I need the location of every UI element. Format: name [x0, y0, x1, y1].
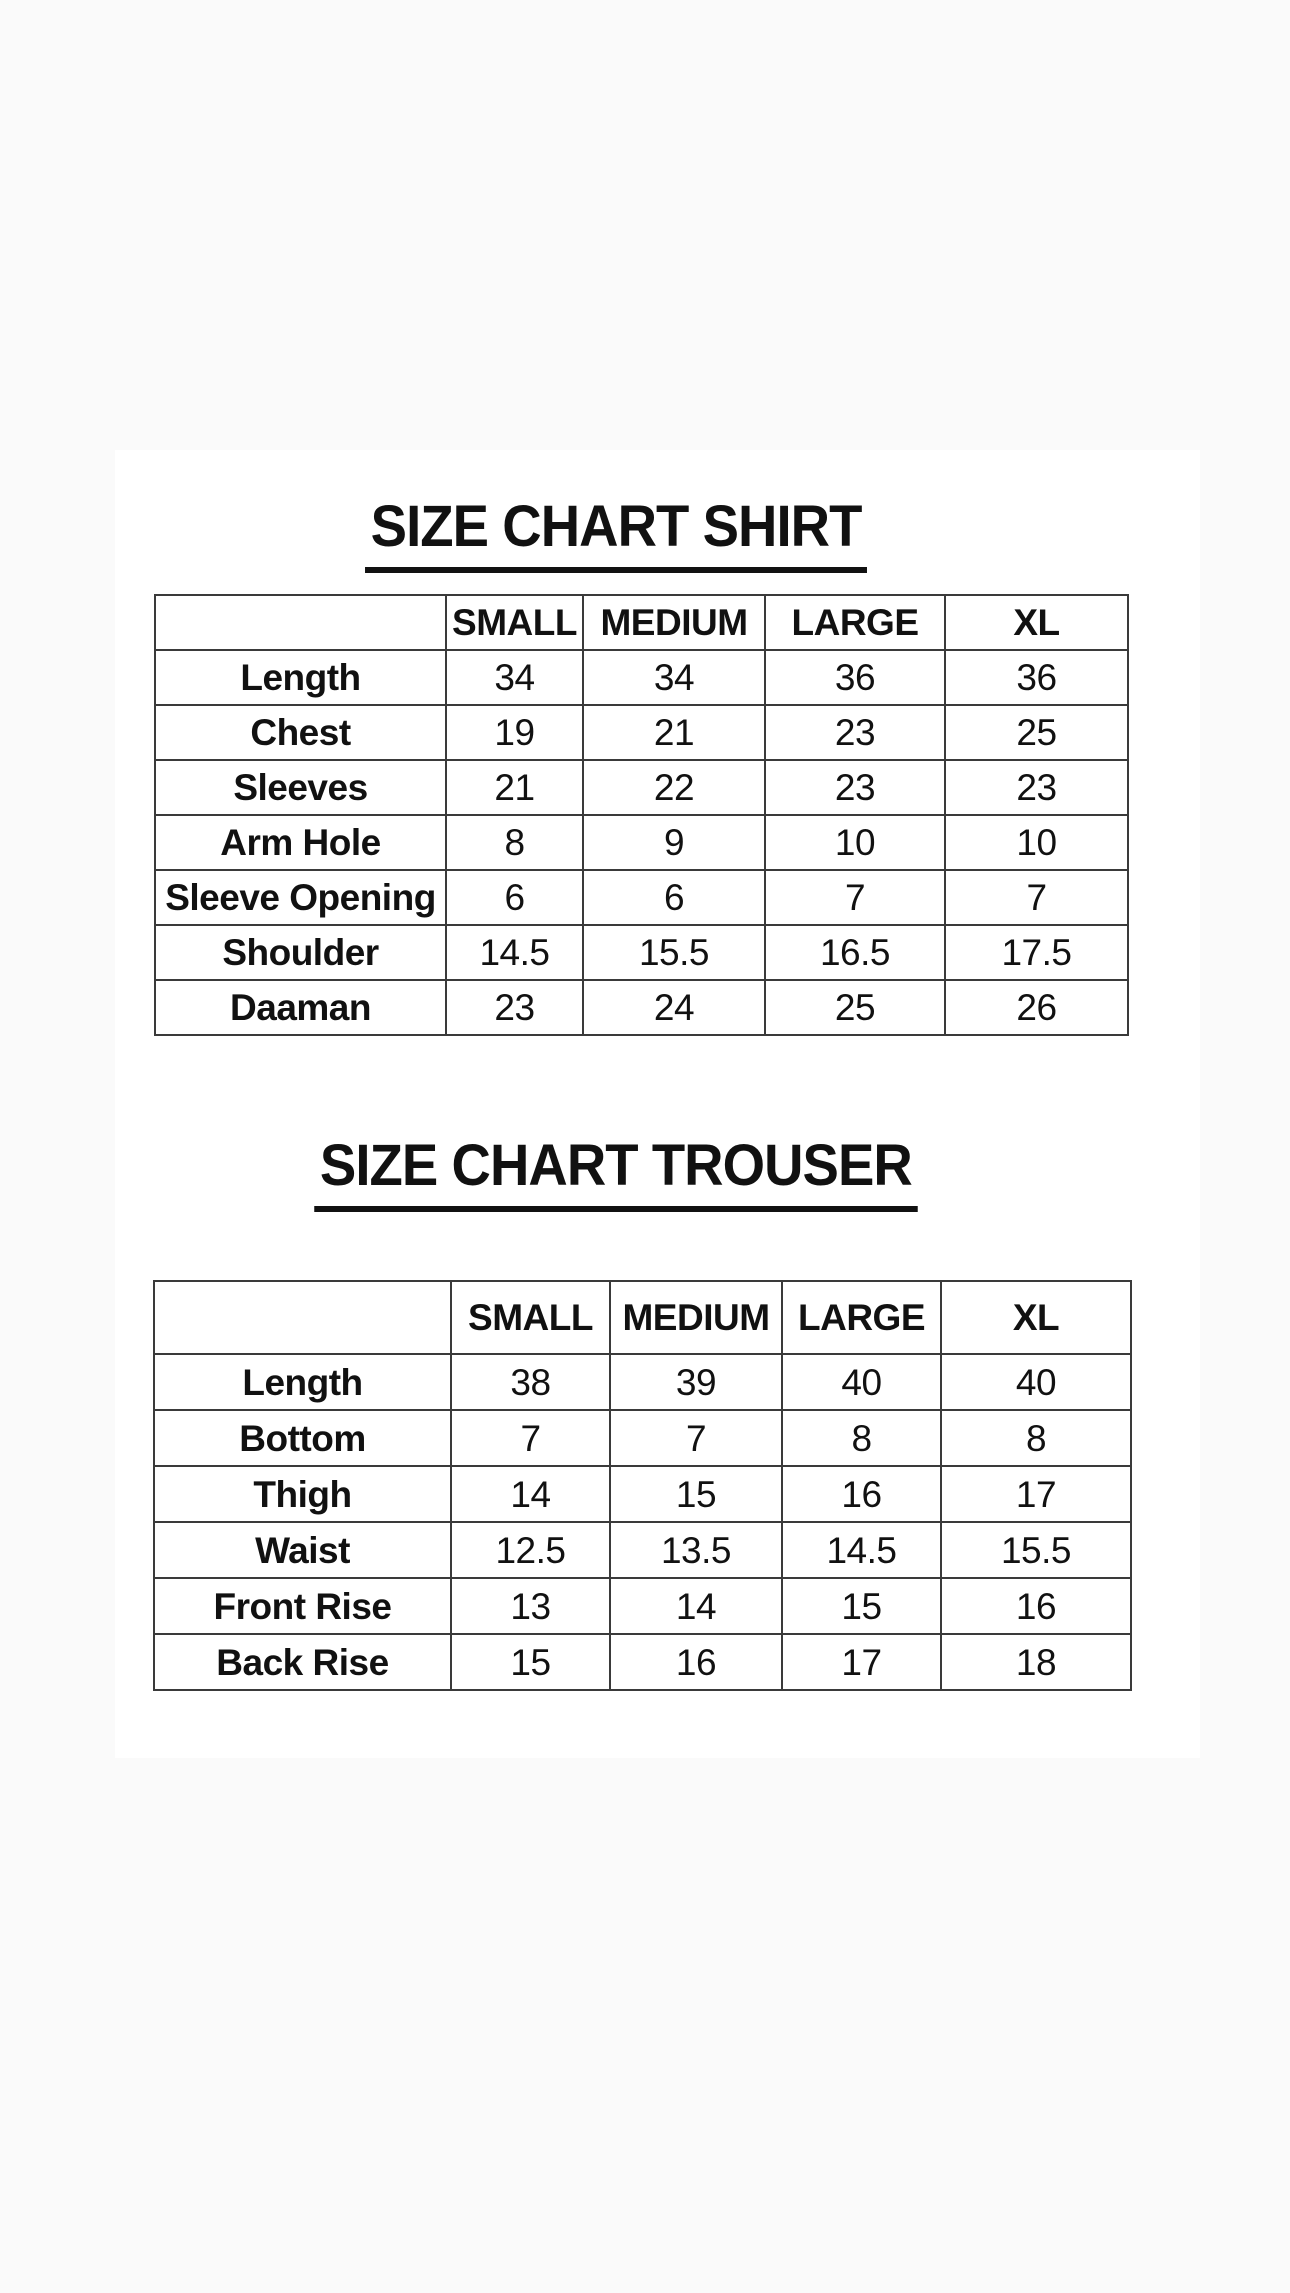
- row-label: Back Rise: [154, 1634, 451, 1690]
- row-label: Bottom: [154, 1410, 451, 1466]
- size-value: 8: [446, 815, 583, 870]
- size-value: 17: [941, 1466, 1131, 1522]
- measurement-row-thigh: [154, 1466, 1131, 1522]
- size-value: 14: [451, 1466, 610, 1522]
- size-value: 7: [610, 1410, 782, 1466]
- size-value: 19: [446, 705, 583, 760]
- size-value: 7: [765, 870, 945, 925]
- shirt-header-row: [155, 595, 1128, 650]
- size-column-header-medium: MEDIUM: [610, 1281, 782, 1354]
- size-column-header-small: SMALL: [451, 1281, 610, 1354]
- size-value: 6: [583, 870, 765, 925]
- row-label: Sleeves: [155, 760, 446, 815]
- size-value: 15: [451, 1634, 610, 1690]
- size-value: 17.5: [945, 925, 1128, 980]
- shirt-size-table: [154, 594, 1129, 1036]
- size-column-header-medium: MEDIUM: [583, 595, 765, 650]
- shirt-chart-title: SIZE CHART SHIRT: [365, 494, 867, 573]
- trouser-header-row: [154, 1281, 1131, 1354]
- size-value: 21: [583, 705, 765, 760]
- size-value: 34: [583, 650, 765, 705]
- row-label: Waist: [154, 1522, 451, 1578]
- trouser-chart-title: SIZE CHART TROUSER: [314, 1133, 917, 1212]
- size-value: 17: [782, 1634, 941, 1690]
- corner-cell: [154, 1281, 451, 1354]
- measurement-row-sleeve-opening: [155, 870, 1128, 925]
- size-value: 22: [583, 760, 765, 815]
- size-value: 10: [945, 815, 1128, 870]
- size-value: 8: [782, 1410, 941, 1466]
- size-value: 26: [945, 980, 1128, 1035]
- row-label: Daaman: [155, 980, 446, 1035]
- size-value: 7: [945, 870, 1128, 925]
- row-label: Length: [155, 650, 446, 705]
- size-value: 13: [451, 1578, 610, 1634]
- size-value: 8: [941, 1410, 1131, 1466]
- size-value: 14.5: [782, 1522, 941, 1578]
- trouser-chart-title-wrap: [115, 1133, 1117, 1212]
- size-value: 23: [765, 705, 945, 760]
- corner-cell: [155, 595, 446, 650]
- measurement-row-length: [154, 1354, 1131, 1410]
- row-label: Front Rise: [154, 1578, 451, 1634]
- size-chart-image: [115, 450, 1200, 1758]
- shirt-chart-title-wrap: [115, 494, 1117, 573]
- size-value: 23: [446, 980, 583, 1035]
- trouser-size-table: [153, 1280, 1132, 1691]
- size-value: 9: [583, 815, 765, 870]
- row-label: Shoulder: [155, 925, 446, 980]
- size-value: 16: [610, 1634, 782, 1690]
- size-value: 15: [782, 1578, 941, 1634]
- size-value: 40: [941, 1354, 1131, 1410]
- size-value: 38: [451, 1354, 610, 1410]
- size-value: 40: [782, 1354, 941, 1410]
- measurement-row-length: [155, 650, 1128, 705]
- size-value: 16: [941, 1578, 1131, 1634]
- measurement-row-back-rise: [154, 1634, 1131, 1690]
- size-value: 24: [583, 980, 765, 1035]
- measurement-row-waist: [154, 1522, 1131, 1578]
- size-value: 16.5: [765, 925, 945, 980]
- measurement-row-front-rise: [154, 1578, 1131, 1634]
- size-value: 23: [765, 760, 945, 815]
- size-value: 21: [446, 760, 583, 815]
- measurement-row-bottom: [154, 1410, 1131, 1466]
- row-label: Thigh: [154, 1466, 451, 1522]
- size-value: 39: [610, 1354, 782, 1410]
- size-value: 25: [945, 705, 1128, 760]
- measurement-row-chest: [155, 705, 1128, 760]
- size-value: 12.5: [451, 1522, 610, 1578]
- size-column-header-xl: XL: [945, 595, 1128, 650]
- size-value: 7: [451, 1410, 610, 1466]
- size-value: 36: [765, 650, 945, 705]
- size-value: 18: [941, 1634, 1131, 1690]
- size-column-header-large: LARGE: [765, 595, 945, 650]
- size-column-header-small: SMALL: [446, 595, 583, 650]
- size-value: 34: [446, 650, 583, 705]
- size-column-header-large: LARGE: [782, 1281, 941, 1354]
- row-label: Sleeve Opening: [155, 870, 446, 925]
- size-value: 15.5: [583, 925, 765, 980]
- size-value: 10: [765, 815, 945, 870]
- measurement-row-sleeves: [155, 760, 1128, 815]
- size-value: 15.5: [941, 1522, 1131, 1578]
- measurement-row-shoulder: [155, 925, 1128, 980]
- row-label: Length: [154, 1354, 451, 1410]
- size-column-header-xl: XL: [941, 1281, 1131, 1354]
- size-value: 14.5: [446, 925, 583, 980]
- measurement-row-arm-hole: [155, 815, 1128, 870]
- row-label: Chest: [155, 705, 446, 760]
- size-value: 36: [945, 650, 1128, 705]
- size-value: 6: [446, 870, 583, 925]
- row-label: Arm Hole: [155, 815, 446, 870]
- measurement-row-daaman: [155, 980, 1128, 1035]
- size-value: 25: [765, 980, 945, 1035]
- size-value: 15: [610, 1466, 782, 1522]
- size-value: 23: [945, 760, 1128, 815]
- size-value: 13.5: [610, 1522, 782, 1578]
- size-value: 16: [782, 1466, 941, 1522]
- size-value: 14: [610, 1578, 782, 1634]
